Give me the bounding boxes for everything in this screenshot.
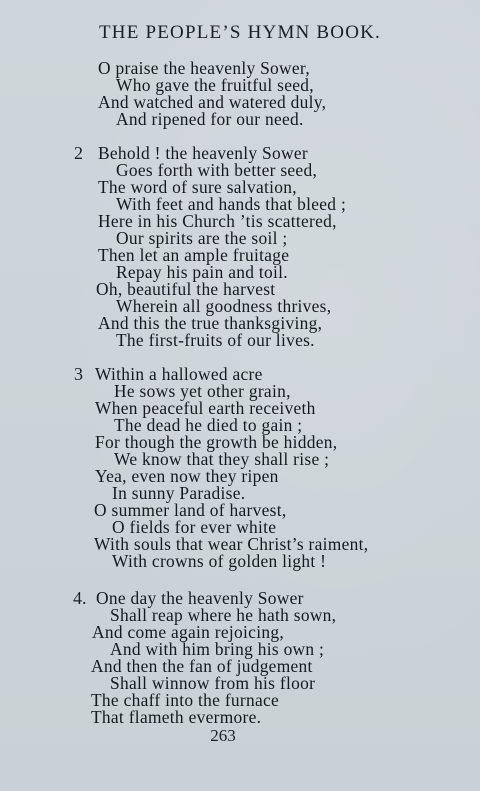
verse-line: Wherein all goodness thrives, (116, 296, 332, 316)
verse-line: In sunny Paradise. (112, 483, 246, 503)
stanza-number: 2 (74, 143, 83, 163)
verse-line: The chaff into the furnace (91, 690, 280, 710)
verse-line: The word of sure salvation, (98, 177, 297, 197)
verse-line: Then let an ample fruitage (98, 245, 290, 265)
verse-line: Shall reap where he hath sown, (110, 605, 337, 625)
verse-line: The dead he died to gain ; (114, 415, 303, 435)
verse-line: And watched and watered duly, (98, 92, 327, 112)
verse-line: When peaceful earth receiveth (95, 398, 316, 418)
verse-line: With feet and hands that bleed ; (116, 194, 347, 214)
verse-line: One day the heavenly Sower (96, 588, 304, 608)
verse-line: Behold ! the heavenly Sower (98, 143, 308, 163)
verse-line: Yea, even now they ripen (95, 466, 279, 486)
verse-line: And then the fan of judgement (91, 656, 313, 676)
verse-line: Shall winnow from his floor (110, 673, 316, 693)
verse-line: We know that they shall rise ; (114, 449, 330, 469)
verse-line: O summer land of harvest, (94, 500, 287, 520)
verse-line: And ripened for our need. (116, 109, 304, 129)
verse-line: And with him bring his own ; (110, 639, 325, 659)
verse-line: Our spirits are the soil ; (116, 228, 288, 248)
verse-line: Oh, beautiful the harvest (96, 279, 276, 299)
verse-line: Here in his Church ’tis scattered, (98, 211, 337, 231)
verse-line: That flameth evermore. (91, 707, 262, 727)
verse-line: And this the true thanksgiving, (98, 313, 323, 333)
page-number: 263 (210, 726, 236, 745)
verse-line: O praise the heavenly Sower, (98, 58, 310, 78)
verse-line: With souls that wear Christ’s raiment, (94, 534, 369, 554)
verse-line: The first-fruits of our lives. (116, 330, 315, 350)
verse-line: With crowns of golden light ! (112, 551, 327, 571)
verse-line: Who gave the fruitful seed, (116, 75, 314, 95)
verse-line: He sows yet other grain, (114, 381, 291, 401)
verse-line: O fields for ever white (112, 517, 277, 537)
verse-line: Within a hallowed acre (95, 364, 263, 384)
stanza-number: 4. (73, 588, 87, 608)
verse-line: Goes forth with better seed, (116, 160, 318, 180)
verse-line: For though the growth be hidden, (95, 432, 338, 452)
verse-line: And come again rejoicing, (92, 622, 284, 642)
verse-line: Repay his pain and toil. (116, 262, 288, 282)
running-header: THE PEOPLE’S HYMN BOOK. (99, 22, 381, 43)
stanza-number: 3 (74, 364, 83, 384)
